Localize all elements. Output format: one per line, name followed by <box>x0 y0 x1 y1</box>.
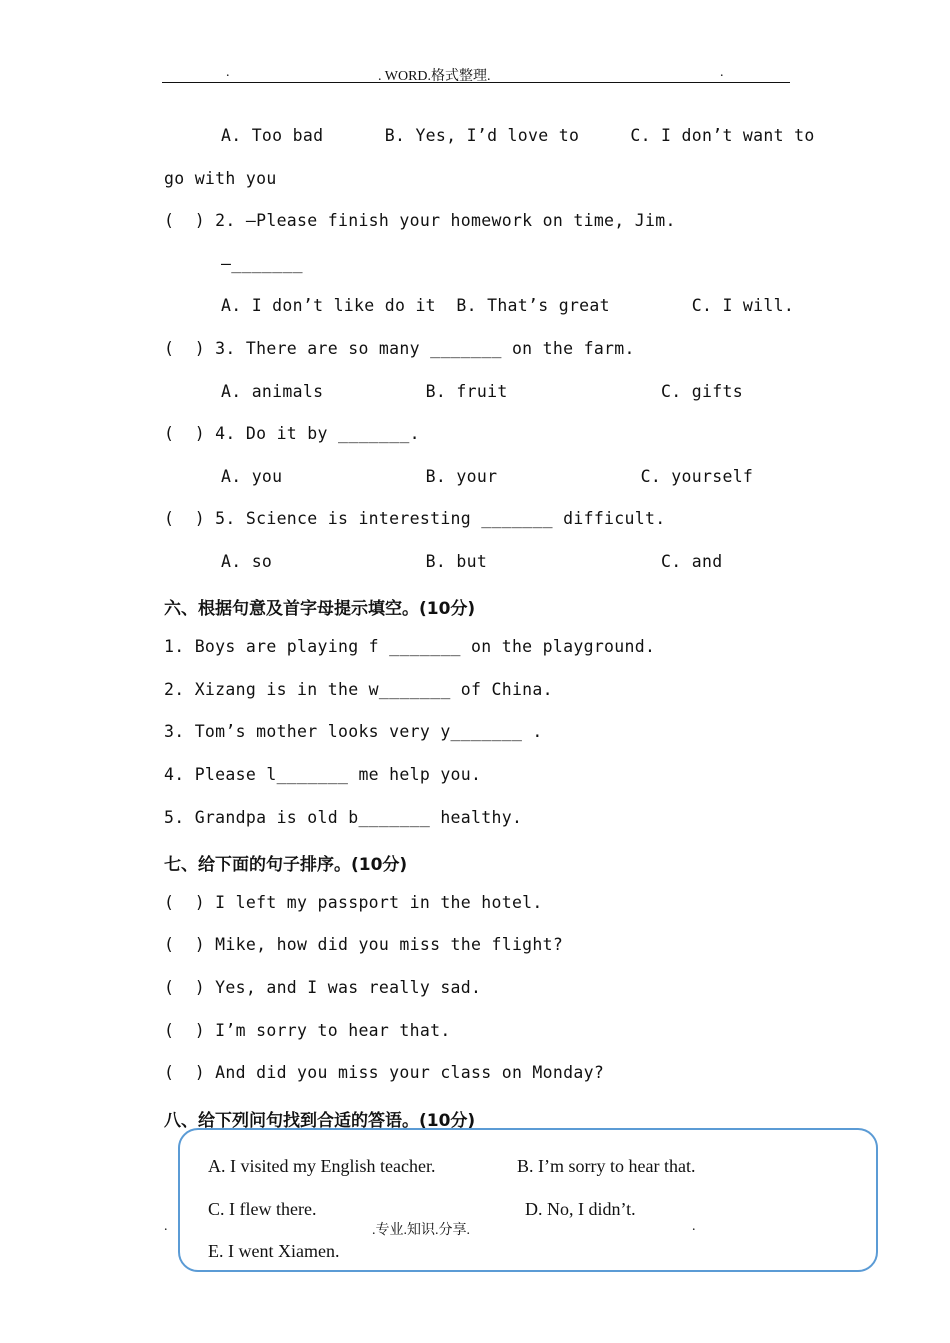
footer-right-dot: . <box>692 1219 696 1234</box>
section-8-title: 八、给下列问句找到合适的答语。(10分) <box>164 1111 476 1131</box>
answer-option-a: A. I visited my English teacher. <box>208 1156 436 1176</box>
question-3: ( ) 3. There are so many _______ on the farm. <box>164 339 635 358</box>
header-right-dot: . <box>720 65 724 80</box>
section-6-item: 1. Boys are playing f _______ on the playground. <box>164 637 656 656</box>
answer-option-c: C. I flew there. <box>208 1199 317 1219</box>
section-7-item: ( ) Yes, and I was really sad. <box>164 978 482 997</box>
q4-options: A. you B. your C. yourself <box>221 467 754 486</box>
q1-options-continued: go with you <box>164 169 277 188</box>
section-7-title: 七、给下面的句子排序。(10分) <box>164 855 408 875</box>
section-7-item: ( ) I’m sorry to hear that. <box>164 1021 451 1040</box>
answer-option-b: B. I’m sorry to hear that. <box>517 1156 696 1176</box>
q3-options: A. animals B. fruit C. gifts <box>221 382 743 401</box>
footer-text: .专业.知识.分享. <box>372 1223 470 1238</box>
q1-options: A. Too bad B. Yes, I’d love to C. I don’t want to <box>221 126 815 145</box>
header-left-dot: . <box>226 65 230 80</box>
question-2: ( ) 2. —Please finish your homework on time, Jim. <box>164 211 676 230</box>
section-7-item: ( ) I left my passport in the hotel. <box>164 893 543 912</box>
header-title: . WORD.格式整理. <box>378 69 491 84</box>
section-6-item: 2. Xizang is in the w_______ of China. <box>164 680 553 699</box>
question-5: ( ) 5. Science is interesting _______ difficult. <box>164 509 666 528</box>
answer-option-e: E. I went Xiamen. <box>208 1241 340 1261</box>
q5-options: A. so B. but C. and <box>221 552 723 571</box>
q2-options: A. I don’t like do it B. That’s great C. I will. <box>221 296 795 315</box>
header-rule <box>162 82 790 83</box>
section-6-item: 3. Tom’s mother looks very y_______ . <box>164 722 543 741</box>
footer-left-dot: . <box>164 1219 168 1234</box>
section-6-item: 4. Please l_______ me help you. <box>164 765 482 784</box>
section-6-item: 5. Grandpa is old b_______ healthy. <box>164 808 523 827</box>
section-7-item: ( ) And did you miss your class on Monday? <box>164 1063 605 1082</box>
question-4: ( ) 4. Do it by _______. <box>164 424 420 443</box>
question-2-answer-blank: —_______ <box>221 254 303 273</box>
section-6-title: 六、根据句意及首字母提示填空。(10分) <box>164 599 476 619</box>
answer-option-d: D. No, I didn’t. <box>525 1199 636 1219</box>
section-7-item: ( ) Mike, how did you miss the flight? <box>164 935 564 954</box>
